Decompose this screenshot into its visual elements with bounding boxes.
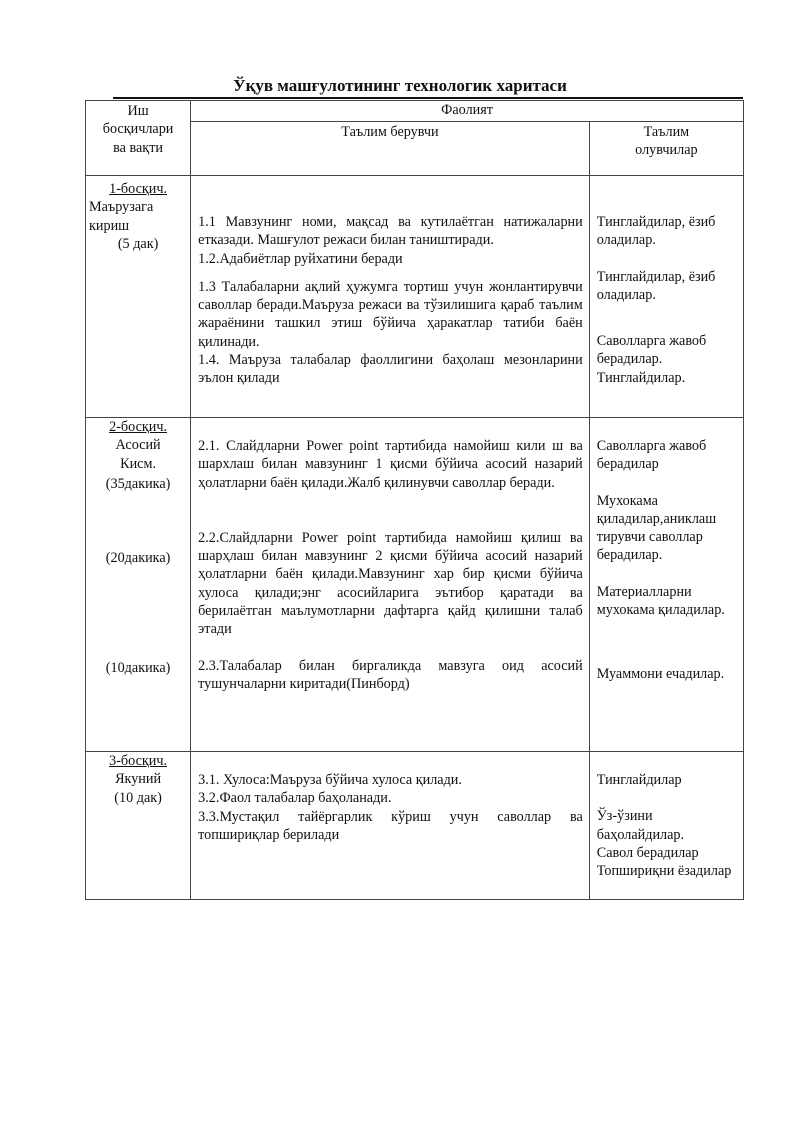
stage-3-time: (10 дак) <box>114 789 162 806</box>
stage-3-student-item-4: Топшириқни ёзадилар <box>596 863 732 880</box>
stage-3-student-item-3: Савол берадилар <box>596 844 699 861</box>
stage-1-row <box>86 176 744 418</box>
stage-3-cell <box>86 752 191 900</box>
stage-1-teacher-item-4: 1.4. Маъруза талабалар фаоллигини баҳолаш мезонларини эълон қилади <box>198 352 583 387</box>
stage-3-teacher-item-3: 3.3.Мустақил тайёргарлик кўриш учун саволлар ва топшириқлар берилади <box>198 808 583 843</box>
stage-2-student-item-3: Материалларни мухокама қиладилар. <box>596 583 725 619</box>
stage-3-name: 3-босқич. <box>109 753 168 769</box>
stage-1-cell <box>86 176 191 418</box>
stage-2-teacher-item-3: 2.3.Талабалар билан биргаликда мавзуга оид асосий тушунчаларни киритади(Пинборд) <box>198 657 583 692</box>
document-title: Ўқув машғулотининг технологик харитаси <box>233 76 567 95</box>
stage-2-teacher-item-2: 2.2.Слайдларни Power point тартибида намойиш қилиш ва шарҳлаш билан мавзунинг 2 қисми бўйича асосий назарий ҳолатларни баён қилади.Мавзунинг хар бир қисми бўйича хулоса қилади;энг асосийларига эътибор қаратади ва берилаётган маълумотларни дафтарга қайд қилишни талаб этади <box>198 529 583 638</box>
stage-2-line-1: Асосий <box>115 437 161 454</box>
students-header-line-1: Таълим <box>643 124 690 140</box>
stage-1-time: (5 дак) <box>117 235 159 252</box>
stage-2-time-3: (10дакика) <box>105 660 171 677</box>
stage-2-teacher-item-1: 2.1. Слайдларни Power point тартибида намойиш кили ш ва шархлаш билан мавзунинг 1 қисми бўйича асосий назарий ҳолатларни баён қилади.Жалб қилинувчи саволлар беради. <box>198 438 583 491</box>
stage-1-student-item-1: Тинглайдилар, ёзиб оладилар. <box>596 214 716 249</box>
stage-1-name: 1-босқич. <box>109 181 168 197</box>
stage-1-teacher-item-3: 1.3 Талабаларни ақлий ҳужумга тортиш учун жонлантирувчи саволлар беради.Маъруза режаси ва тўзилишига қараб таълим жараёнини ташкил этиш бўйича ҳаракатлар татиби баён қилинади. <box>198 278 583 350</box>
stages-header-line-1: Иш <box>127 103 149 119</box>
stage-3-student-item-2: Ўз-ўзини баҳолайдилар. <box>596 808 685 843</box>
stage-1-teacher-item-2: 1.2.Адабиётлар руйхатини беради <box>198 250 403 267</box>
technology-map-table <box>85 100 744 900</box>
stage-1-student-item-3: Саволларга жавоб берадилар. <box>596 333 707 368</box>
stage-2-line-2: Кисм. <box>120 455 157 472</box>
stage-2-time-2: (20дакика) <box>105 550 171 567</box>
stage-1-teacher-item-1: 1.1 Мавзунинг номи, мақсад ва кутилаётган натижаларни етказади. Машғулот режаси билан таништиради. <box>198 214 583 249</box>
activity-header: Фаолият <box>191 101 744 122</box>
stage-1-student-item-2: Тинглайдилар, ёзиб оладилар. <box>596 268 716 303</box>
title-rule <box>113 97 743 99</box>
stage-2-student-item-1: Саволларга жавоб берадилар <box>596 438 707 473</box>
students-header <box>589 122 743 176</box>
stage-1-students-cell <box>589 176 743 418</box>
stage-2-row <box>86 418 744 752</box>
stage-1-student-item-4: Тинглайдилар. <box>596 369 686 386</box>
stage-3-teacher-cell <box>191 752 590 900</box>
stage-2-student-item-2: Мухокама қиладилар,аниклаш тирувчи саволлар берадилар. <box>596 492 717 564</box>
stage-2-name: 2-босқич. <box>109 419 168 435</box>
stage-1-line-2: кириш <box>89 217 130 234</box>
stages-header-line-2: босқичлари <box>102 121 174 138</box>
stages-header-line-3: ва вақти <box>113 139 163 156</box>
stage-3-teacher-item-1: 3.1. Хулоса:Маъруза бўйича хулоса қилади. <box>198 772 462 788</box>
stage-3-student-item-1: Тинглайдилар <box>596 772 682 788</box>
stage-2-students-cell <box>589 418 743 752</box>
stage-1-line-1: Маърузага <box>89 199 154 216</box>
stage-2-time-1: (35дакика) <box>105 475 171 492</box>
header-row-1 <box>86 101 744 122</box>
stage-3-line-1: Якуний <box>115 771 162 788</box>
teacher-header: Таълим берувчи <box>191 122 590 176</box>
stage-3-students-cell <box>589 752 743 900</box>
stages-header-cell <box>86 101 191 176</box>
stage-2-student-item-4: Муаммони ечадилар. <box>596 666 725 683</box>
stage-3-teacher-item-2: 3.2.Фаол талабалар баҳоланади. <box>198 790 392 807</box>
stage-1-teacher-cell <box>191 176 590 418</box>
stage-2-teacher-cell <box>191 418 590 752</box>
students-header-line-2: олувчилар <box>635 142 698 159</box>
stage-3-row <box>86 752 744 900</box>
stage-2-cell <box>86 418 191 752</box>
